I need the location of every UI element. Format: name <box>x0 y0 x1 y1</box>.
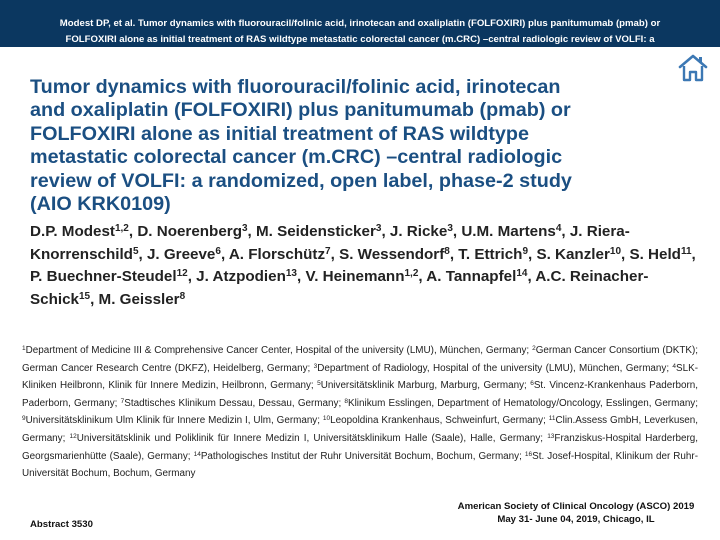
author <box>147 246 221 263</box>
author <box>99 291 186 308</box>
author-affiliation-number: 14 <box>516 268 528 279</box>
affiliation-text: Universitätsklinik und Poliklinik für Innere Medizin I, Universitätsklinikum Halle (Saale), Halle, Germany; <box>76 432 544 444</box>
author-affiliation-number: 4 <box>555 223 562 234</box>
affiliation-text: Universitätsklinikum Ulm Klinik für Innere Medizin I, Ulm, Germany; <box>25 415 320 427</box>
author-name: V. Heinemann <box>305 268 405 285</box>
affiliation <box>22 345 529 356</box>
affiliation-text: SLK-Kliniken Heilbronn, Klinik für Innere Medizin, Heilbronn, Germany; <box>22 362 699 392</box>
author-affiliation-number: 8 <box>179 290 186 302</box>
author-name: S. Kanzler <box>536 245 610 263</box>
affiliation-text: Universitätsklinik Marburg, Marburg, Germany; <box>320 380 527 392</box>
affiliation <box>22 415 320 426</box>
author <box>426 268 527 285</box>
abstract-label: Abstract 3530 <box>30 519 93 530</box>
author-affiliation-number: 9 <box>522 245 528 257</box>
author-name: J. Greeve <box>146 245 216 263</box>
affiliation-number: 5 <box>317 380 321 388</box>
affiliation <box>314 363 669 374</box>
affiliation-number: 3 <box>313 362 318 370</box>
author-affiliation-number: 7 <box>325 245 331 257</box>
conference-info: American Society of Clinical Oncology (ASCO) 2019 May 31- June 04, 2019, Chicago, IL <box>457 501 695 525</box>
author-affiliation-number: 1,2 <box>404 268 419 279</box>
author-name: A.C. Reinacher-Schick <box>30 268 649 308</box>
author-affiliation-number: 3 <box>447 223 453 234</box>
author-affiliation-number: 10 <box>609 245 622 257</box>
affiliation-text: Department of Medicine III & Comprehensive Cancer Center, Hospital of the university (LMU), München, Germany; <box>25 345 530 356</box>
affiliation-text: Franziskus-Hospital Harderberg, Georgsmarienhütte (Saale), Germany; <box>22 432 698 462</box>
author-affiliation-number: 15 <box>78 290 91 302</box>
author-name: A. Florschütz <box>228 245 326 263</box>
author <box>30 268 188 285</box>
affiliation <box>344 398 698 409</box>
affiliation-number: 12 <box>69 432 77 440</box>
author-name: T. Ettrich <box>458 245 523 263</box>
author-affiliation-number: 13 <box>285 268 297 279</box>
author-affiliation-number: 3 <box>241 223 248 234</box>
author <box>229 246 331 263</box>
author-name: J. Riera-Knorrenschild <box>30 223 630 263</box>
author-name: J. Ricke <box>389 223 448 240</box>
header-text: Modest DP, et al. Tumor dynamics with fluorouracil/folinic acid, irinotecan and oxaliplatin (FOLFOXIRI) plus panitumumab (pmab) or FOLFOXIRI alone as initial treatment of RAS wildtype metastatic colorectal cancer (m.CRC) –central radiologic review of VOLFI: a randomized, open label, phase-2 study (AIO KRK0109) <box>59 18 661 61</box>
affiliation-number: 11 <box>548 415 556 423</box>
affiliation-number: 10 <box>322 415 331 423</box>
affiliation <box>70 433 543 444</box>
author-name: U.M. Martens <box>461 223 556 240</box>
author <box>30 223 129 240</box>
author-name: S. Held <box>629 245 681 263</box>
affiliation-number: 9 <box>22 415 26 423</box>
author <box>256 223 381 240</box>
author <box>339 246 450 263</box>
author <box>536 246 621 263</box>
affiliation <box>317 380 527 391</box>
affiliation <box>323 415 546 426</box>
author-affiliation-number: 5 <box>132 245 139 257</box>
affiliation-text: Clin.Assess GmbH, Leverkusen, Germany; <box>22 415 698 444</box>
affiliation-number: 6 <box>530 380 534 388</box>
author-name: J. Atzpodien <box>196 268 286 285</box>
affiliation-text: Stadtisches Klinikum Dessau, Dessau, Germany; <box>124 397 342 409</box>
author <box>390 223 453 240</box>
author-name: D.P. Modest <box>30 223 115 240</box>
author <box>137 223 247 240</box>
author <box>461 223 561 240</box>
header-bar <box>0 0 720 61</box>
author-name: A. Tannapfel <box>426 268 517 285</box>
author <box>458 246 528 263</box>
affiliation-number: 2 <box>532 345 536 352</box>
author-name: M. Geissler <box>98 290 180 308</box>
author-affiliation-number: 3 <box>375 223 382 234</box>
author <box>196 268 297 285</box>
affiliation <box>121 398 342 409</box>
affiliation-number: 4 <box>672 362 677 370</box>
author-affiliation-number: 11 <box>680 245 692 257</box>
affiliation-number: 13 <box>547 432 555 440</box>
affiliation-number: 14 <box>193 450 201 458</box>
author <box>629 246 691 263</box>
affiliation-text: St. Josef-Hospital, Klinikum der Ruhr-Universität Bochum, Bochum, Germany <box>22 450 698 480</box>
affiliation-list <box>22 342 698 483</box>
author-name: P. Buechner-Steudel <box>30 268 177 285</box>
author-affiliation-number: 6 <box>215 245 221 257</box>
author-affiliation-number: 1,2 <box>114 223 129 234</box>
author-affiliation-number: 12 <box>176 268 188 279</box>
author-name: D. Noerenberg <box>137 223 242 240</box>
author-list: D.P. Modest$^{1,2}$, D. Noerenberg$^3$, M. Seidensticker$^3$, J. Ricke$^3$, U.M. Martens$^4$, J. Riera-Knorrenschild$^5$, J. Greeve$^6$, A. Florschütz$^7$, S. Wessendorf$^8$, T. Ettrich$^9$, S. Kanzler$^{10}$, S. Held$^{11}$, P. Buechner-Steudel$^{12}$, J. Atzpodien$^{13}$, V. Heinemann$^{1,2}$, A. Tannapfel$^{14}$, A.C. Reinacher-Schick$^{15}$, M. Geissler$^8$ <box>30 223 696 308</box>
affiliation-text: Leopoldina Krankenhaus, Schweinfurt, Germany; <box>330 415 546 427</box>
author <box>305 268 418 285</box>
affiliation-text: German Cancer Consortium (DKTK); German Cancer Research Centre (DKFZ), Heidelberg, Germany; <box>22 345 698 374</box>
affiliation-text: Klinikum Esslingen, Department of Hematology/Oncology, Esslingen, Germany; <box>348 397 698 409</box>
affiliation-text: Pathologisches Institut der Ruhr Universität Bochum, Bochum, Germany; <box>200 450 522 462</box>
author-name: S. Wessendorf <box>339 245 445 263</box>
affiliation-number: 1 <box>22 345 26 352</box>
affiliation <box>194 451 522 462</box>
affiliation-text: Department of Radiology, Hospital of the university (LMU), München, Germany; <box>317 362 670 374</box>
affiliation-number: 16 <box>524 450 533 458</box>
affiliation-number: 7 <box>120 397 125 405</box>
affiliation-number: 8 <box>344 397 349 405</box>
page-title: Tumor dynamics with fluorouracil/folinic acid, irinotecan and oxaliplatin (FOLFOXIRI) plus panitumumab (pmab) or FOLFOXIRI alone as initial treatment of RAS wildtype metastatic colorectal cancer (m.CRC) –central radiologic review of VOLFI: a randomized, open label, phase-2 study (AIO KRK0109) <box>30 76 572 216</box>
author-affiliation-number: 8 <box>444 245 450 257</box>
author-name: M. Seidensticker <box>256 223 376 240</box>
affiliation-text: St. Vincenz-Krankenhaus Paderborn, Paderborn, Germany; <box>22 380 699 409</box>
